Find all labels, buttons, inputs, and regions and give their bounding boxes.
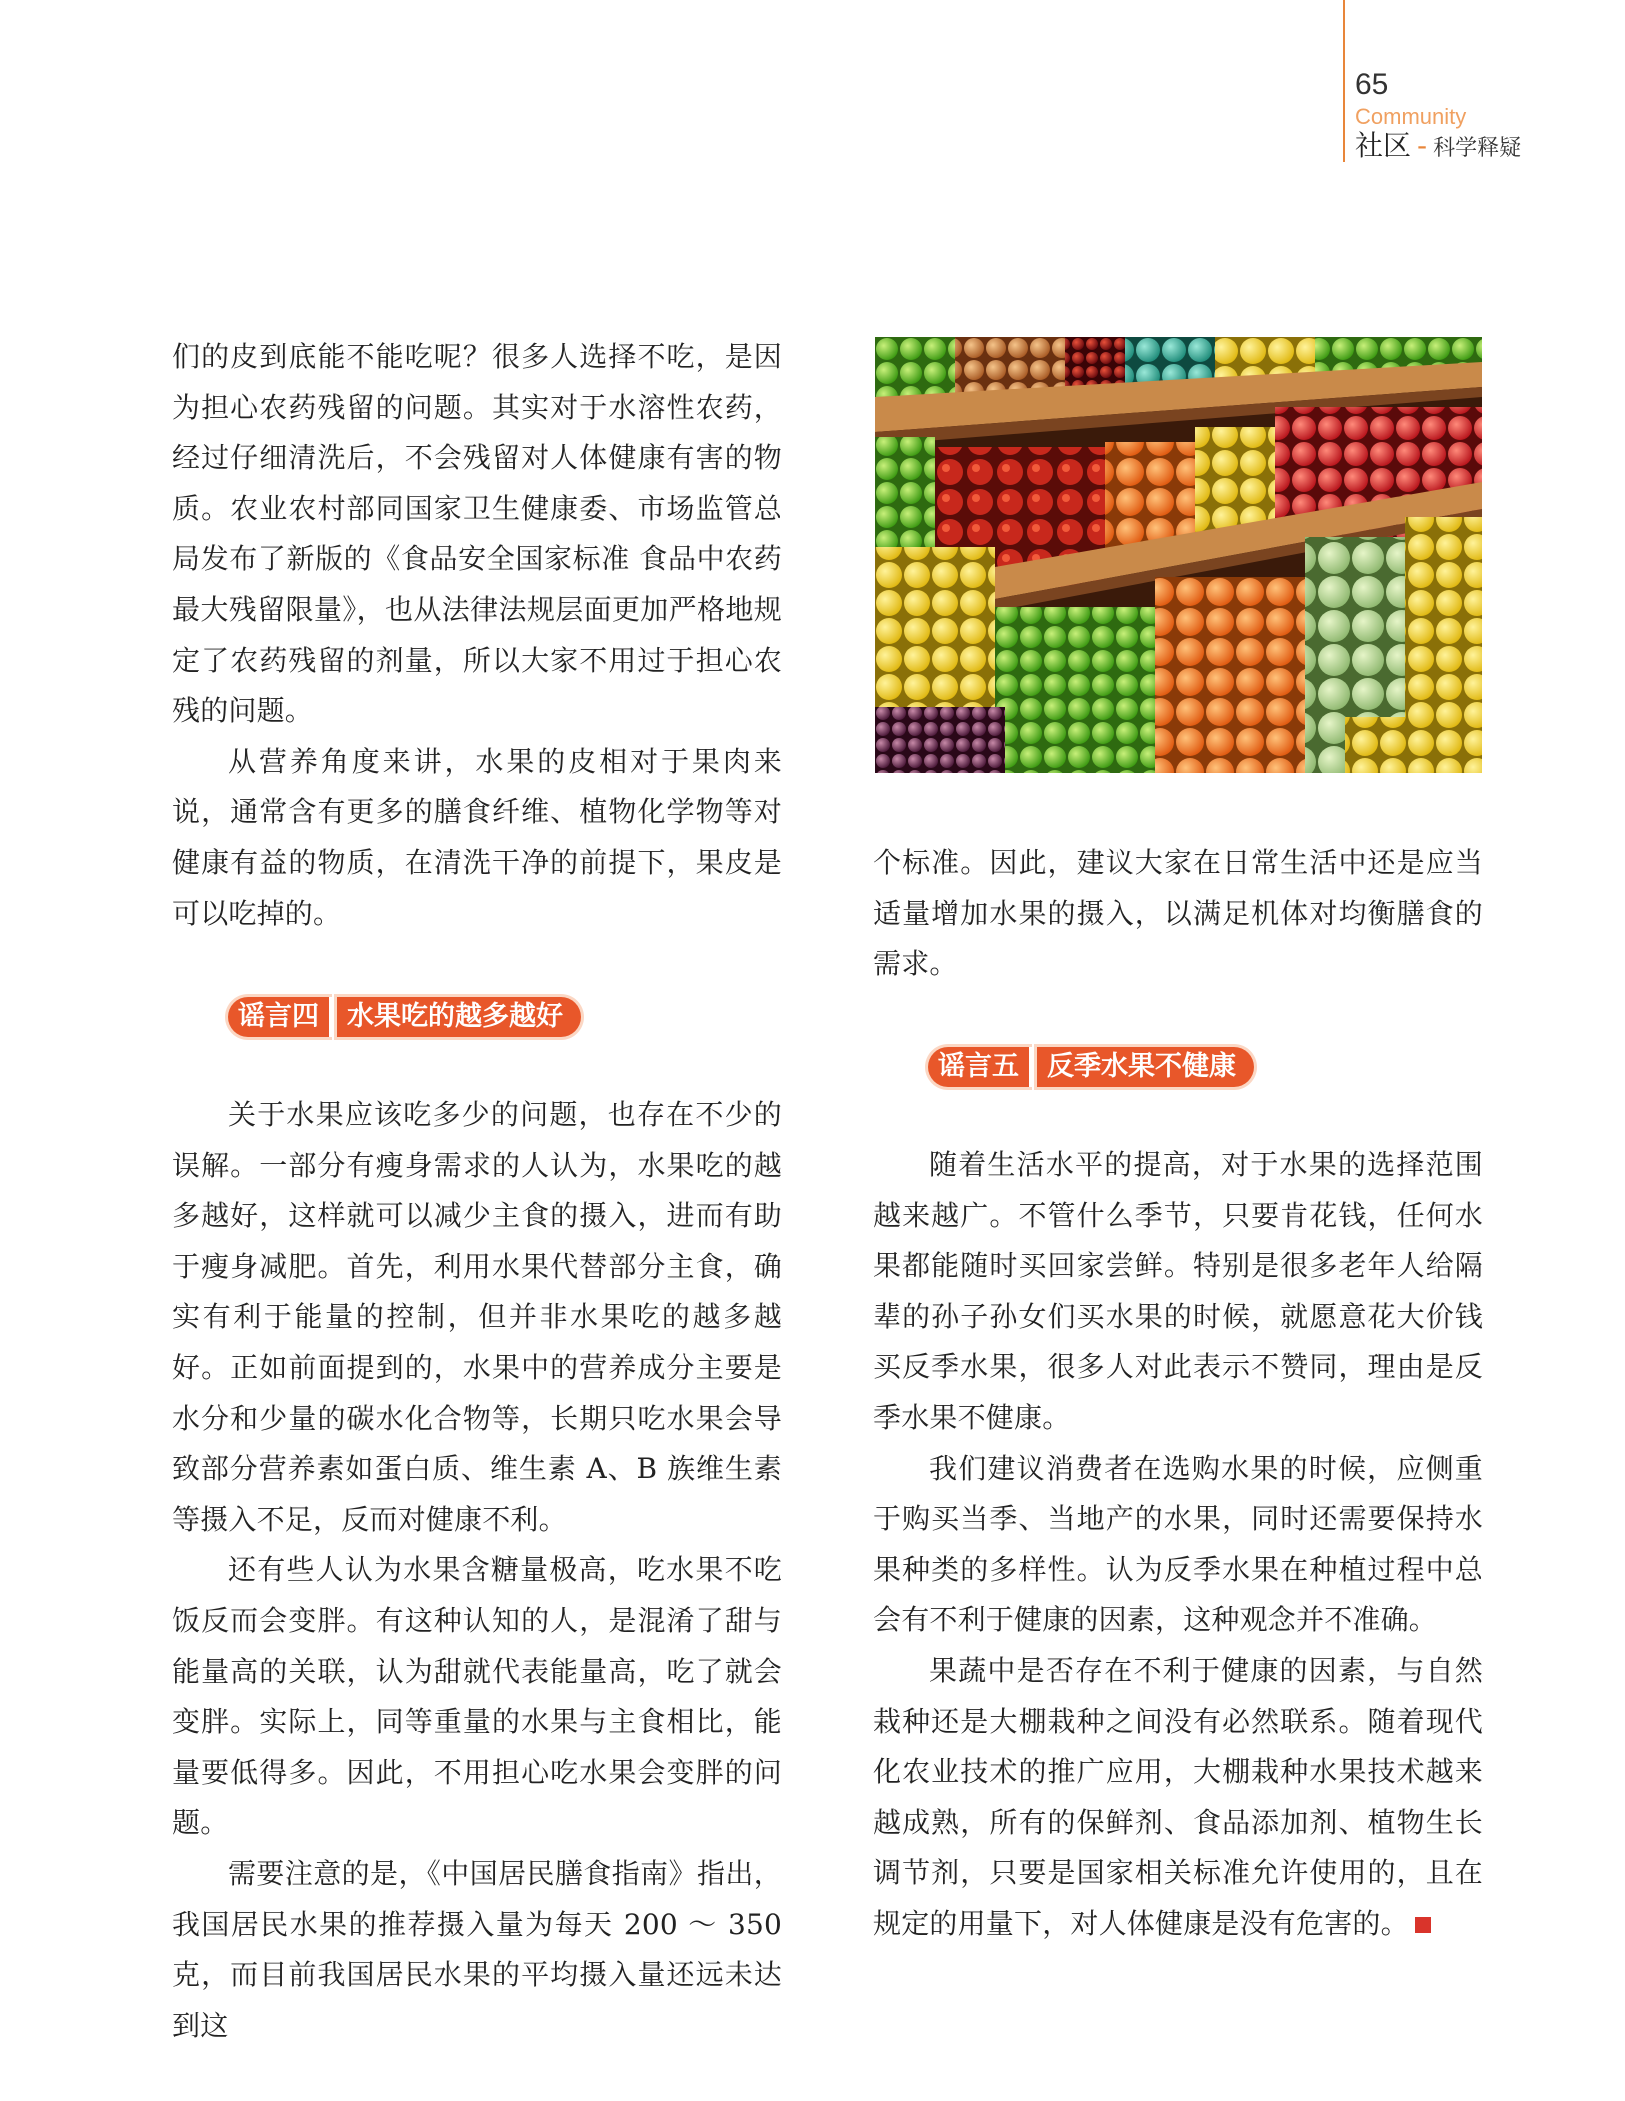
myth-4-paragraph-2: 还有些人认为水果含糖量极高，吃水果不吃饭反而会变胖。有这种认知的人，是混淆了甜与能量高的关联，认为甜就代表能量高，吃了就会变胖。实际上，同等重量的水果与主食相比，能量要低得多。因此，不用担心吃水果会变胖的问题。 <box>172 1553 782 1840</box>
intro-paragraph-2: 从营养角度来讲，水果的皮相对于果肉来说，通常含有更多的膳食纤维、植物化学物等对健康有益的物质，在清洗干净的前提下，果皮是可以吃掉的。 <box>172 744 782 930</box>
myth-4-title: 水果吃的越多越好 <box>337 997 581 1037</box>
section-name-cn <box>1355 129 1522 162</box>
right-column-section <box>873 1140 1483 1950</box>
myth-4-label: 谣言四 <box>228 997 329 1037</box>
fruit-stand-illustration <box>875 337 1482 773</box>
right-column-continuation <box>873 838 1483 990</box>
section-cn: 社区 <box>1355 129 1412 162</box>
header-separator: - <box>1417 129 1428 162</box>
myth-4-paragraph-3: 需要注意的是，《中国居民膳食指南》指出，我国居民水果的推荐摄入量为每天 200 ～ 350 克，而目前我国居民水果的平均摄入量还远未达到这 <box>172 1856 782 2042</box>
continuation-paragraph: 个标准。因此，建议大家在日常生活中还是应当适量增加水果的摄入，以满足机体对均衡膳食的需求。 <box>873 846 1483 981</box>
page-number: 65 <box>1355 68 1389 101</box>
myth-5-paragraph-3-text: 果蔬中是否存在不利于健康的因素，与自然栽种还是大棚栽种之间没有必然联系。随着现代化农业技术的推广应用，大棚栽种水果技术越来越成熟，所有的保鲜剂、食品添加剂、植物生长调节剂，只要是国家相关标准允许使用的，且在规定的用量下，对人体健康是没有危害的。 <box>873 1653 1483 1940</box>
header-rule <box>1343 0 1345 162</box>
end-mark-icon: S <box>1415 1917 1431 1933</box>
myth-5-label: 谣言五 <box>928 1047 1029 1087</box>
myth-5-paragraph-1: 随着生活水平的提高，对于水果的选择范围越来越广。不管什么季节，只要肯花钱，任何水果都能随时买回家尝鲜。特别是很多老年人给隔辈的孙子孙女们买水果的时候，就愿意花大价钱买反季水果，很多人对此表示不赞同，理由是反季水果不健康。 <box>873 1148 1483 1434</box>
left-column-section <box>172 1090 782 2051</box>
left-column <box>172 332 782 939</box>
myth-4-paragraph-1: 关于水果应该吃多少的问题，也存在不少的误解。一部分有瘦身需求的人认为，水果吃的越多越好，这样就可以减少主食的摄入，进而有助于瘦身减肥。首先，利用水果代替部分主食，确实有利于能量的控制，但并非水果吃的越多越好。正如前面提到的，水果中的营养成分主要是水分和少量的碳水化合物等，长期只吃水果会导致部分营养素如蛋白质、维生素 A、B 族维生素等摄入不足，反而对健康不利。 <box>172 1098 782 1536</box>
section-heading-myth-4 <box>228 997 581 1037</box>
section-heading-myth-5 <box>928 1047 1254 1087</box>
intro-paragraph-1: 们的皮到底能不能吃呢？很多人选择不吃，是因为担心农药残留的问题。其实对于水溶性农药，经过仔细清洗后，不会残留对人体健康有害的物质。农业农村部同国家卫生健康委、市场监管总局发布了新版的《食品安全国家标准 食品中农药最大残留限量》，也从法律法规层面更加严格地规定了农药残留的剂量，所以大家不用过于担心农残的问题。 <box>172 340 782 728</box>
tag-gap <box>1029 1047 1037 1087</box>
tag-gap <box>329 997 337 1037</box>
myth-5-paragraph-3 <box>873 1646 1483 1950</box>
subsection-name: 科学释疑 <box>1433 136 1522 161</box>
myth-5-title: 反季水果不健康 <box>1037 1047 1254 1087</box>
myth-5-paragraph-2: 我们建议消费者在选购水果的时候，应侧重于购买当季、当地产的水果，同时还需要保持水果种类的多样性。认为反季水果在种植过程中总会有不利于健康的因素，这种观念并不准确。 <box>873 1451 1483 1637</box>
fruit-stand-photo <box>875 337 1482 773</box>
section-name-en: Community <box>1355 104 1467 129</box>
